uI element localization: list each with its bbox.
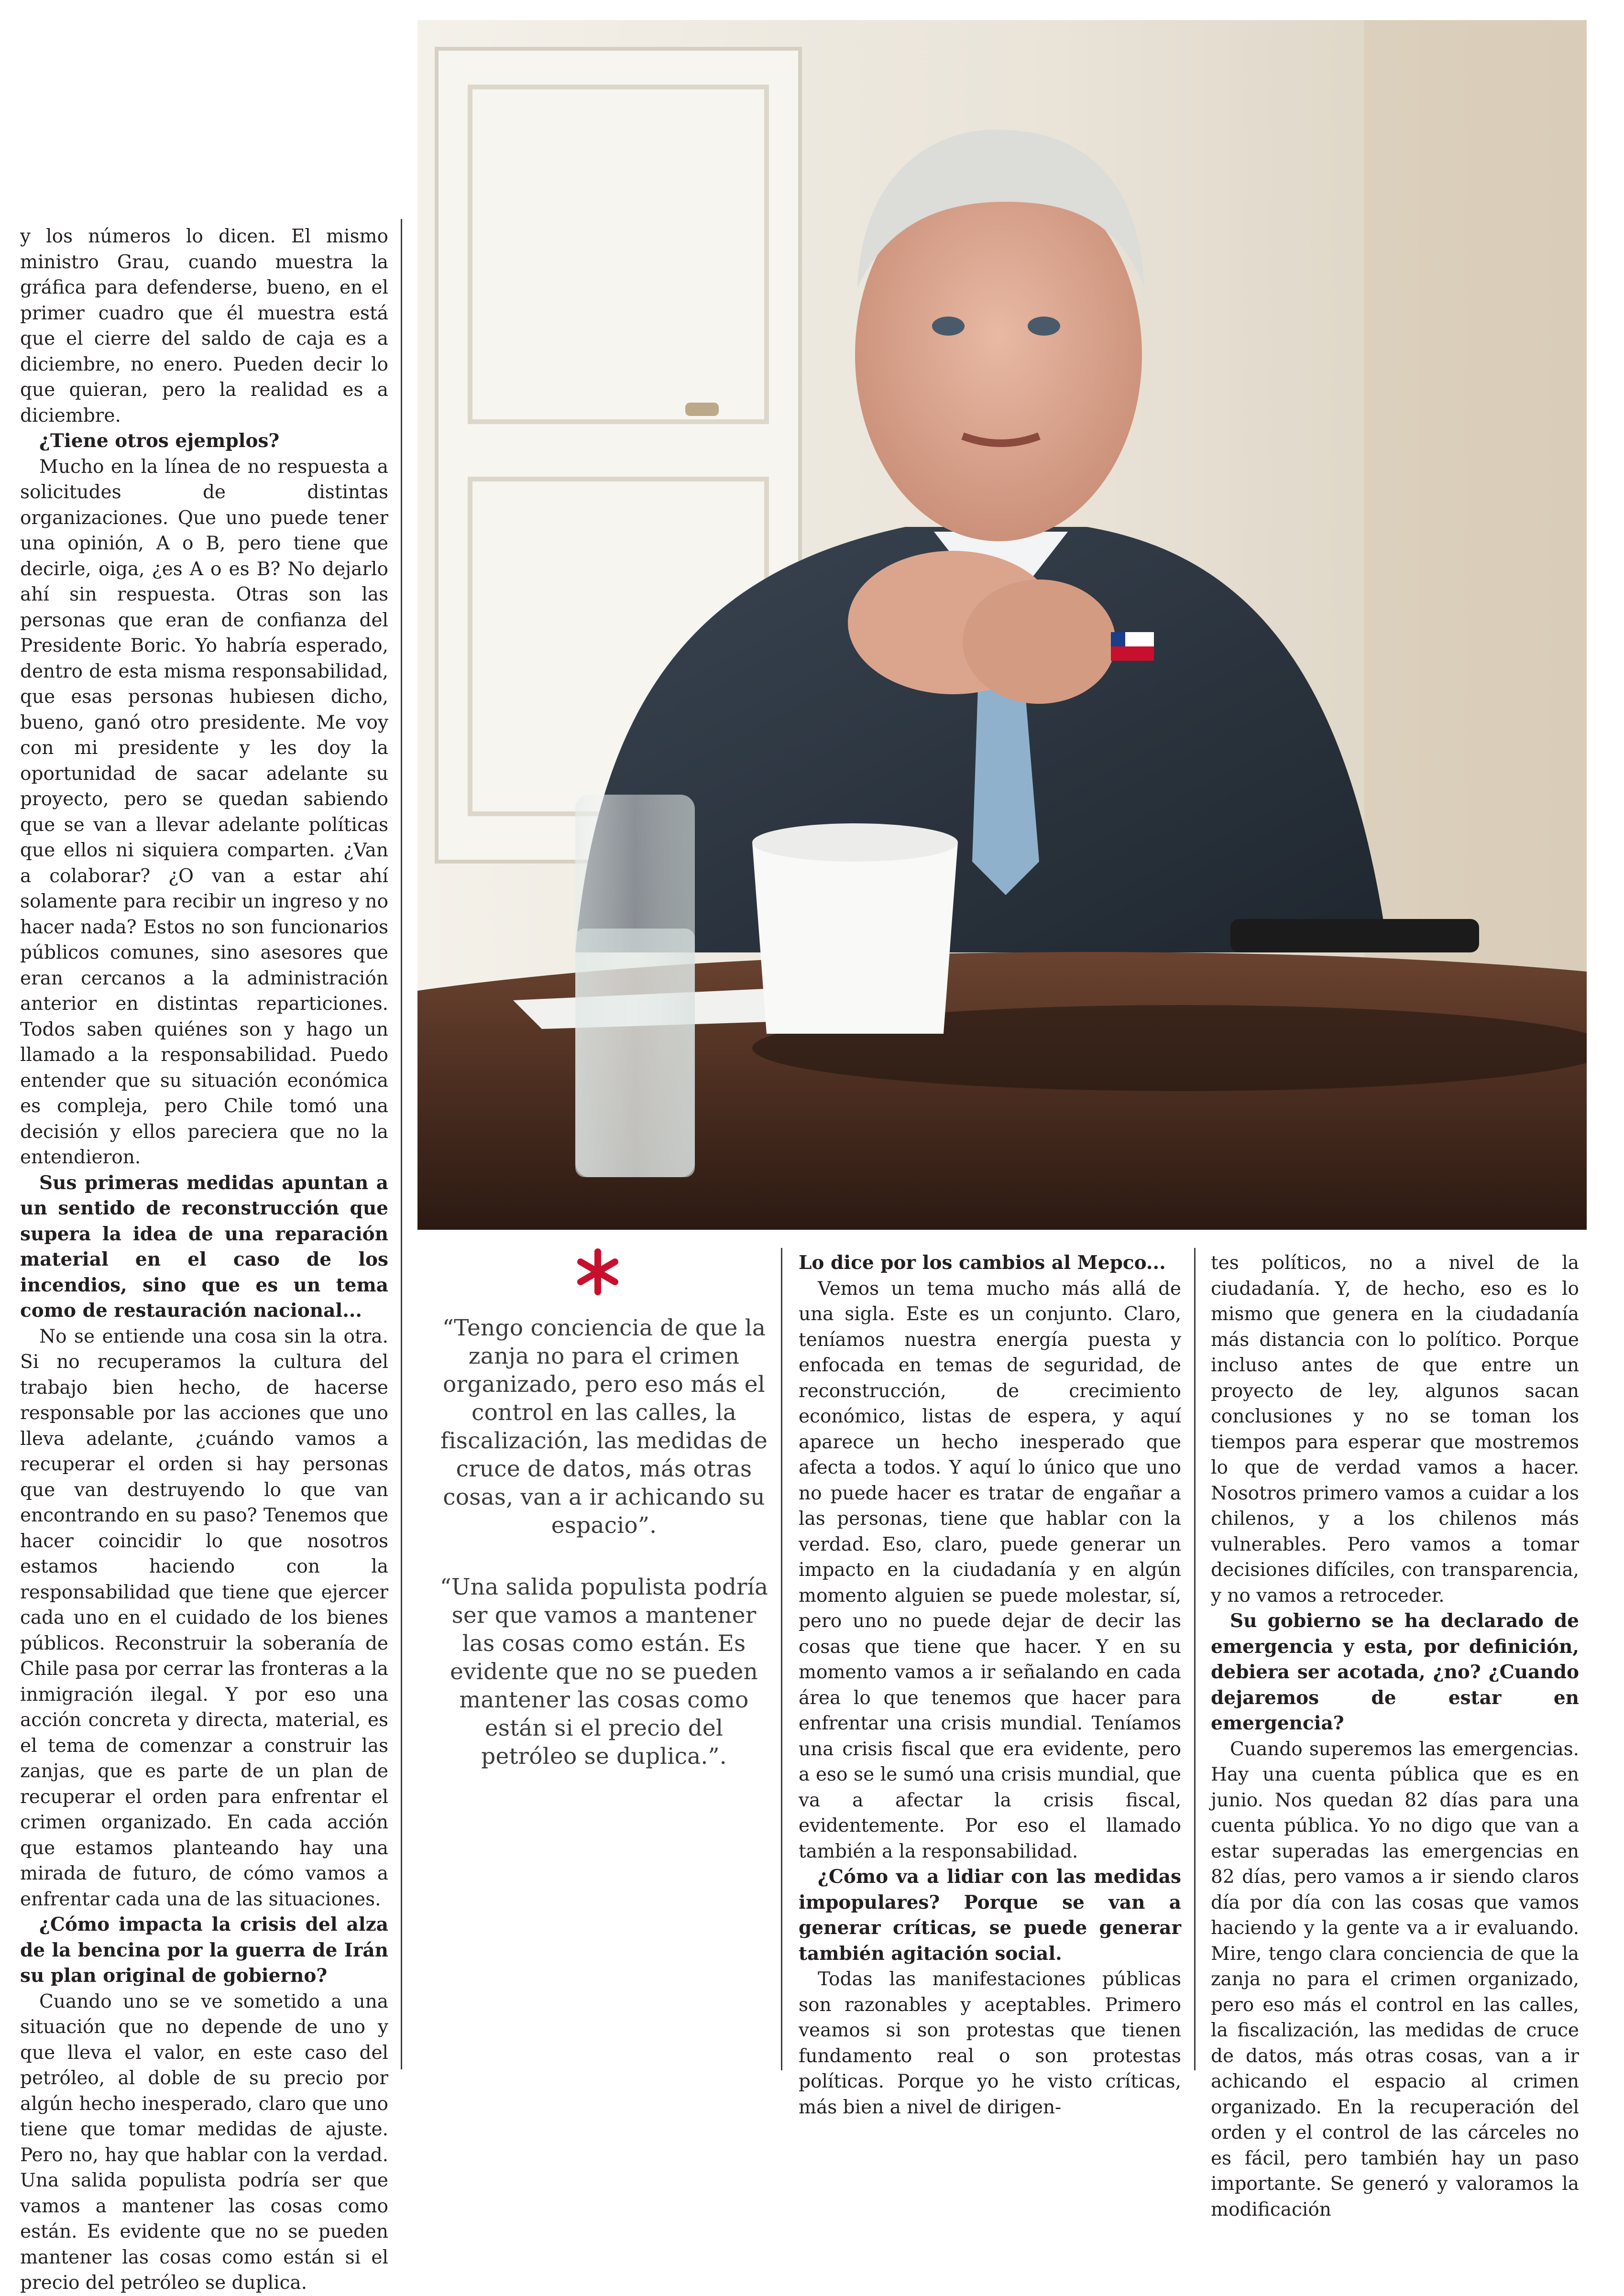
answer-paragraph: y los números lo dicen. El mismo ministro Grau, cuando muestra la gráfica para defenderse, bueno, en el primer cuadro que él muestra está que el cierre del saldo de caja es a diciembre, no enero. Pueden decir lo que quieran, pero la realidad es a diciembre. (20, 226, 388, 426)
answer-paragraph: Cuando uno se ve sometido a una situación que no depende de uno y que lleva el valor, en este caso del petróleo, al doble de su precio por algún hecho inesperado, claro que uno tiene que tomar medidas de ajuste. Pero no, hay que hablar con la verdad. Una salida populista podría ser que vamos a mantener las cosas como están. Es evidente que no se pueden mantener las cosas como están si el precio del petróleo se duplica. (20, 1990, 388, 2294)
interview-question: ¿Cómo impacta la crisis del alza de la bencina por la guerra de Irán su plan original de gobierno? (20, 1913, 388, 1987)
answer-paragraph: Mucho en la línea de no respuesta a solicitudes de distintas organizaciones. Que uno puede tener una opinión, A o B, pero tiene que decirle, oiga, ¿es A o es B? No dejarlo ahí sin respuesta. Otras son las personas que eran de confianza del Presidente Boric. Yo habría esperado, dentro de esta misma responsabilidad, que esas personas hubiesen dicho, bueno, ganó otro presidente. Me voy con mi presidente y les doy la oportunidad de sacar adelante su proyecto, pero se quedan sabiendo que se van a llevar adelante políticas que ellos ni siquiera comparten. ¿Van a colaborar? ¿O van a estar ahí solamente para recibir un ingreso y no hacer nada? Estos no son funcionarios públicos comunes, sino asesores que eran cercanos a la administración anterior en distintas reparticiones. Todos saben quiénes son y hago un llamado a la responsabilidad. Puedo entender que su situación económica es compleja, pero Chile tomó una decisión y ellos pareciera que no la entendieron. (20, 456, 388, 1168)
column-rule-right (1194, 1248, 1196, 2070)
answer-paragraph: Todas las manifestaciones públicas son razonables y aceptables. Primero veamos si son protestas que tienen fundamento real o son protestas políticas. Porque yo he visto críticas, más bien a nivel de dirigen- (799, 1968, 1181, 2118)
interview-question: ¿Cómo va a lidiar con las medidas impopulares? Porque se van a generar críticas, se puede generar también agitación social. (799, 1866, 1181, 1965)
pull-quote-2: “Una salida populista podría ser que vamos a mantener las cosas como están. Es evidente que no se pueden mantener las cosas como están si el precio del petróleo se duplica.”. (439, 1574, 768, 1770)
answer-paragraph: No se entiende una cosa sin la otra. Si no recuperamos la cultura del trabajo bien hecho, de hacerse responsable por las acciones que uno lleva adelante, ¿cuándo vamos a recuperar el orden si hay personas que van destruyendo lo que van encontrando en su paso? Tenemos que hacer coincidir lo que nosotros estamos haciendo con la responsabilidad que tiene que ejercer cada uno en el cuidado de los bienes públicos. Reconstruir la soberanía de Chile pasa por cerrar las fronteras a la inmigración ilegal. Y por eso una acción concreta y directa, material, es el tema de comenzar a construir las zanjas, que es parte de un plan de recuperar el orden para enfrentar el crimen organizado. En cada acción que estamos planteando hay una mirada de futuro, de cómo vamos a enfrentar cada una de las situaciones. (20, 1325, 388, 1910)
column-rule-middle (781, 1248, 782, 2070)
column-rule-left (401, 219, 402, 2069)
middle-text-column (799, 1250, 1181, 2120)
right-text-column (1211, 1250, 1579, 2222)
answer-paragraph: Cuando superemos las emergencias. Hay una cuenta pública que es en junio. Nos quedan 82 días para una cuenta pública. Yo no digo que van a estar superadas las emergencias en 82 días, pero vamos a ir siendo claros día por día con las cosas que vamos haciendo y la gente va a ir evaluando. Mire, tengo clara conciencia de que la zanja no para el crimen organizado, pero eso más el control en las calles, la fiscalización, las medidas de cruce de datos, más otras cosas, van a ir achicando el espacio al crimen organizado. En la recuperación del orden y el control de las cárceles no es fácil, pero también hay un paso importante. Se generó y valoramos la modificación (1211, 1738, 1579, 2220)
answer-paragraph: Vemos un tema mucho más allá de una sigla. Este es un conjunto. Claro, teníamos nuestra energía puesta y enfocada en temas de seguridad, de reconstrucción, de crecimiento económico, listas de espera, y aquí aparece un hecho inesperado que afecta a todos. Y aquí lo único que uno no puede hacer es tratar de engañar a las personas, tiene que hablar con la verdad. Eso, claro, puede generar un impacto en la ciudadanía y en algún momento alguien se puede molestar, sí, pero uno no puede dejar de decir las cosas que tiene que hacer. Y en su momento vamos a ir señalando en cada área lo que tenemos que hacer para enfrentar una crisis mundial. Teníamos una crisis fiscal que era evidente, pero a eso se le sumó una crisis mundial, que va a afectar la crisis fiscal, evidentemente. Por eso el llamado también a la responsabilidad. (799, 1278, 1181, 1862)
interview-question: Sus primeras medidas apuntan a un sentido de reconstrucción que supera la idea de una reparación material en el caso de los incendios, sino que es un tema como de restauración nacional... (20, 1171, 388, 1322)
asterisk-icon (569, 1243, 626, 1301)
left-text-column (20, 224, 388, 2296)
interview-photo (417, 20, 1587, 1230)
answer-paragraph: tes políticos, no a nivel de la ciudadanía. Y, de hecho, eso es lo mismo que genera en la ciudadanía más distancia con lo político. Porque incluso antes de que entre un proyecto de ley, algunos sacan conclusiones y no se toman los tiempos para esperar que mostremos lo que de verdad vamos a hacer. Nosotros primero vamos a cuidar a los chilenos, y a los chilenos más vulnerables. Pero vamos a tomar decisiones difíciles, con transparencia, y no vamos a retroceder. (1211, 1252, 1579, 1607)
interview-question: ¿Tiene otros ejemplos? (39, 430, 280, 452)
pull-quote-1: “Tengo conciencia de que la zanja no para el crimen organizado, pero eso más el control en las calles, la fiscalización, las medidas de cruce de datos, más otras cosas, van a ir achicando su espacio”. (440, 1315, 768, 1539)
interview-question: Lo dice por los cambios al Mepco... (799, 1252, 1166, 1274)
interview-question: Su gobierno se ha declarado de emergencia y esta, por definición, debiera ser acotada, ¿no? ¿Cuando dejaremos de estar en emergencia? (1211, 1610, 1579, 1734)
